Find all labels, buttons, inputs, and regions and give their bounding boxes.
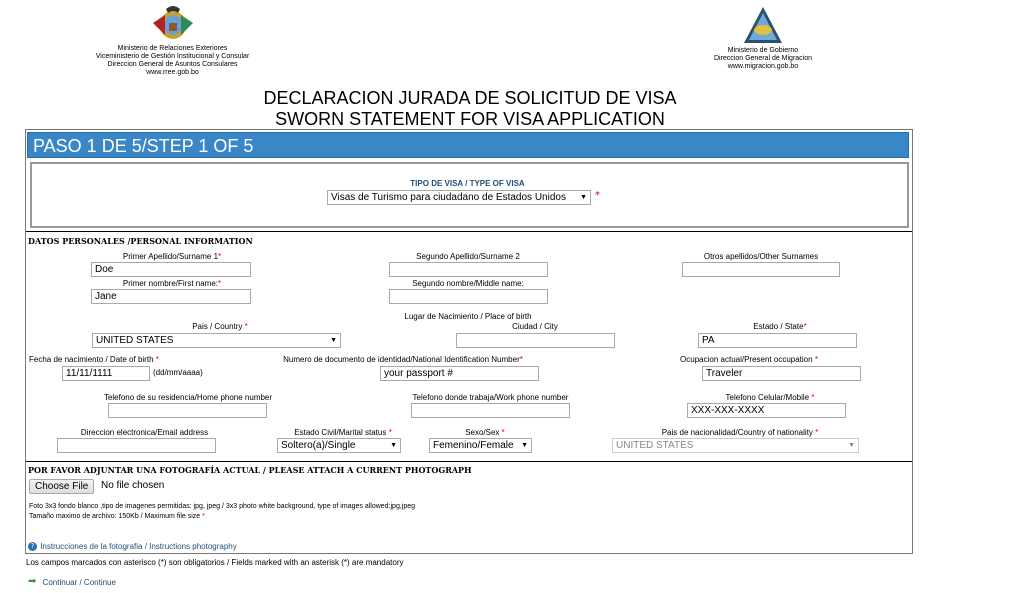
page-title-en: SWORN STATEMENT FOR VISA APPLICATION xyxy=(275,109,665,129)
sex-value: Femenino/Female xyxy=(433,440,514,451)
nationality-select xyxy=(612,438,859,453)
photo-instructions-text: Instrucciones de la fotografia / Instructions photography xyxy=(40,542,237,551)
required-marker: * xyxy=(811,393,815,402)
surname1-label-text: Primer Apellido/Surname 1 xyxy=(122,252,219,261)
required-marker: * xyxy=(814,355,818,364)
required-marker: * xyxy=(815,428,819,437)
state-label-text: Estado / State xyxy=(753,322,804,331)
right-ministry-line: www.migracion.gob.bo xyxy=(727,63,799,70)
step-indicator: PASO 1 DE 5/STEP 1 OF 5 xyxy=(27,132,909,158)
dob-format-hint: (dd/mm/aaaa) xyxy=(153,368,203,377)
section-divider xyxy=(26,461,912,462)
id-number-label xyxy=(258,355,548,364)
section-divider xyxy=(26,231,912,232)
visa-type-label: TIPO DE VISA / TYPE OF VISA xyxy=(410,179,525,188)
surname1-label xyxy=(92,252,252,261)
right-ministry-line: Direccion General de Migracion xyxy=(713,55,813,62)
nationality-label xyxy=(640,428,840,437)
work-phone-label: Telefono donde trabaja/Work phone number xyxy=(412,393,569,402)
left-ministry-line: Viceministerio de Gestión Institucional y Consular xyxy=(95,53,250,60)
visa-type-value: Visas de Turismo para ciudadano de Estados Unidos xyxy=(331,192,566,203)
chevron-down-icon: ▼ xyxy=(521,442,528,449)
arrow-right-icon: ➡ xyxy=(28,576,37,587)
migracion-logo xyxy=(742,5,784,45)
id-number-input[interactable] xyxy=(380,366,539,381)
mobile-label-text: Telefono Celular/Mobile xyxy=(725,393,810,402)
home-phone-label: Telefono de su residencia/Home phone number xyxy=(103,393,273,402)
right-ministry-line: Ministerio de Gobierno xyxy=(727,47,799,54)
required-marker: * xyxy=(155,355,159,364)
required-marker: * xyxy=(244,322,248,331)
photo-note-size-text: Tamaño maximo de archivo: 150Kb / Maximum file size xyxy=(29,513,201,520)
country-select[interactable] xyxy=(92,333,341,348)
chevron-down-icon: ▼ xyxy=(330,337,337,344)
country-select-value: UNITED STATES xyxy=(96,335,174,346)
occupation-label xyxy=(664,355,834,364)
required-marker: * xyxy=(218,279,222,288)
occupation-input[interactable] xyxy=(702,366,861,381)
continue-link[interactable] xyxy=(28,576,116,588)
sex-label xyxy=(445,428,525,437)
email-input[interactable] xyxy=(57,438,216,453)
required-marker: * xyxy=(202,513,205,520)
photo-instructions-link[interactable] xyxy=(28,541,237,552)
required-marker: * xyxy=(218,252,222,261)
marital-status-select[interactable] xyxy=(277,438,401,453)
photo-note-size xyxy=(29,513,205,520)
city-label: Ciudad / City xyxy=(512,322,558,331)
photo-section-title: POR FAVOR ADJUNTAR UNA FOTOGRAFÍA ACTUAL / PLEASE ATTACH A CURRENT PHOTOGRAPH xyxy=(28,465,472,475)
sex-label-text: Sexo/Sex xyxy=(465,428,500,437)
photo-note-type: Foto 3x3 fondo blanco ,tipo de imagenes permitidas: jpg, jpeg / 3x3 photo white background, type of images allowed:jpg,jpeg xyxy=(29,503,416,510)
sex-select[interactable] xyxy=(429,438,532,453)
no-file-label: No file chosen xyxy=(101,480,165,491)
left-ministry-line: Ministerio de Relaciones Exteriores xyxy=(117,45,228,52)
required-marker: * xyxy=(803,322,807,331)
home-phone-input[interactable] xyxy=(108,403,267,418)
marital-status-value: Soltero(a)/Single xyxy=(281,440,356,451)
page-title-es: DECLARACION JURADA DE SOLICITUD DE VISA xyxy=(263,88,677,108)
surname1-input[interactable] xyxy=(91,262,251,277)
other-surnames-input[interactable] xyxy=(682,262,840,277)
other-surnames-label: Otros apellidos/Other Surnames xyxy=(703,252,819,261)
country-label-text: Pais / Country xyxy=(192,322,243,331)
bolivia-coat-of-arms-logo xyxy=(148,3,198,43)
required-marker: * xyxy=(519,355,523,364)
left-ministry-line: www.rree.gob.bo xyxy=(146,69,199,76)
chevron-down-icon: ▼ xyxy=(580,194,587,201)
required-marker: * xyxy=(595,190,600,201)
chevron-down-icon: ▼ xyxy=(390,442,397,449)
choose-file-button[interactable]: Choose File xyxy=(29,479,94,494)
city-input[interactable] xyxy=(456,333,615,348)
dob-label xyxy=(29,355,159,364)
work-phone-input[interactable] xyxy=(411,403,570,418)
country-label xyxy=(150,322,290,331)
dob-label-text: Fecha de nacimiento / Date of birth xyxy=(29,355,154,364)
surname2-label: Segundo Apellido/Surname 2 xyxy=(416,252,520,261)
middle-name-input[interactable] xyxy=(389,289,548,304)
left-ministry-line: Direccion General de Asuntos Consulares xyxy=(107,61,238,68)
marital-status-label-text: Estado Civil/Marital status xyxy=(294,428,387,437)
mandatory-note: Los campos marcados con asterisco (*) son obligatorios / Fields marked with an asterisk (*) are mandatory xyxy=(26,558,404,567)
first-name-label xyxy=(92,279,252,288)
id-number-label-text: Numero de documento de identidad/National Identification Number xyxy=(283,355,520,364)
required-marker: * xyxy=(388,428,392,437)
state-input[interactable] xyxy=(698,333,857,348)
personal-info-title: DATOS PERSONALES /PERSONAL INFORMATION xyxy=(28,236,253,246)
nationality-label-text: Pais de nacionalidad/Country of nationality xyxy=(661,428,813,437)
continue-link-text: Continuar / Continue xyxy=(42,577,116,587)
chevron-down-icon: ▼ xyxy=(848,442,855,449)
mobile-input[interactable] xyxy=(687,403,846,418)
state-label xyxy=(730,322,830,331)
required-marker: * xyxy=(501,428,505,437)
middle-name-label: Segundo nombre/Middle name: xyxy=(412,279,524,288)
email-label: Direccion electronica/Email address xyxy=(80,428,209,437)
help-icon: ? xyxy=(28,542,37,551)
dob-input[interactable] xyxy=(62,366,150,381)
surname2-input[interactable] xyxy=(389,262,548,277)
first-name-label-text: Primer nombre/First name: xyxy=(122,279,218,288)
marital-status-label xyxy=(278,428,408,437)
right-ministry-block xyxy=(672,47,854,71)
birth-place-label: Lugar de Nacimiento / Place of birth xyxy=(404,312,532,321)
occupation-label-text: Ocupacion actual/Present occupation xyxy=(680,355,813,364)
mobile-label xyxy=(705,393,835,402)
left-ministry-block xyxy=(60,45,285,77)
visa-type-select[interactable] xyxy=(327,190,591,205)
nationality-value: UNITED STATES xyxy=(616,440,694,451)
first-name-input[interactable] xyxy=(91,289,251,304)
